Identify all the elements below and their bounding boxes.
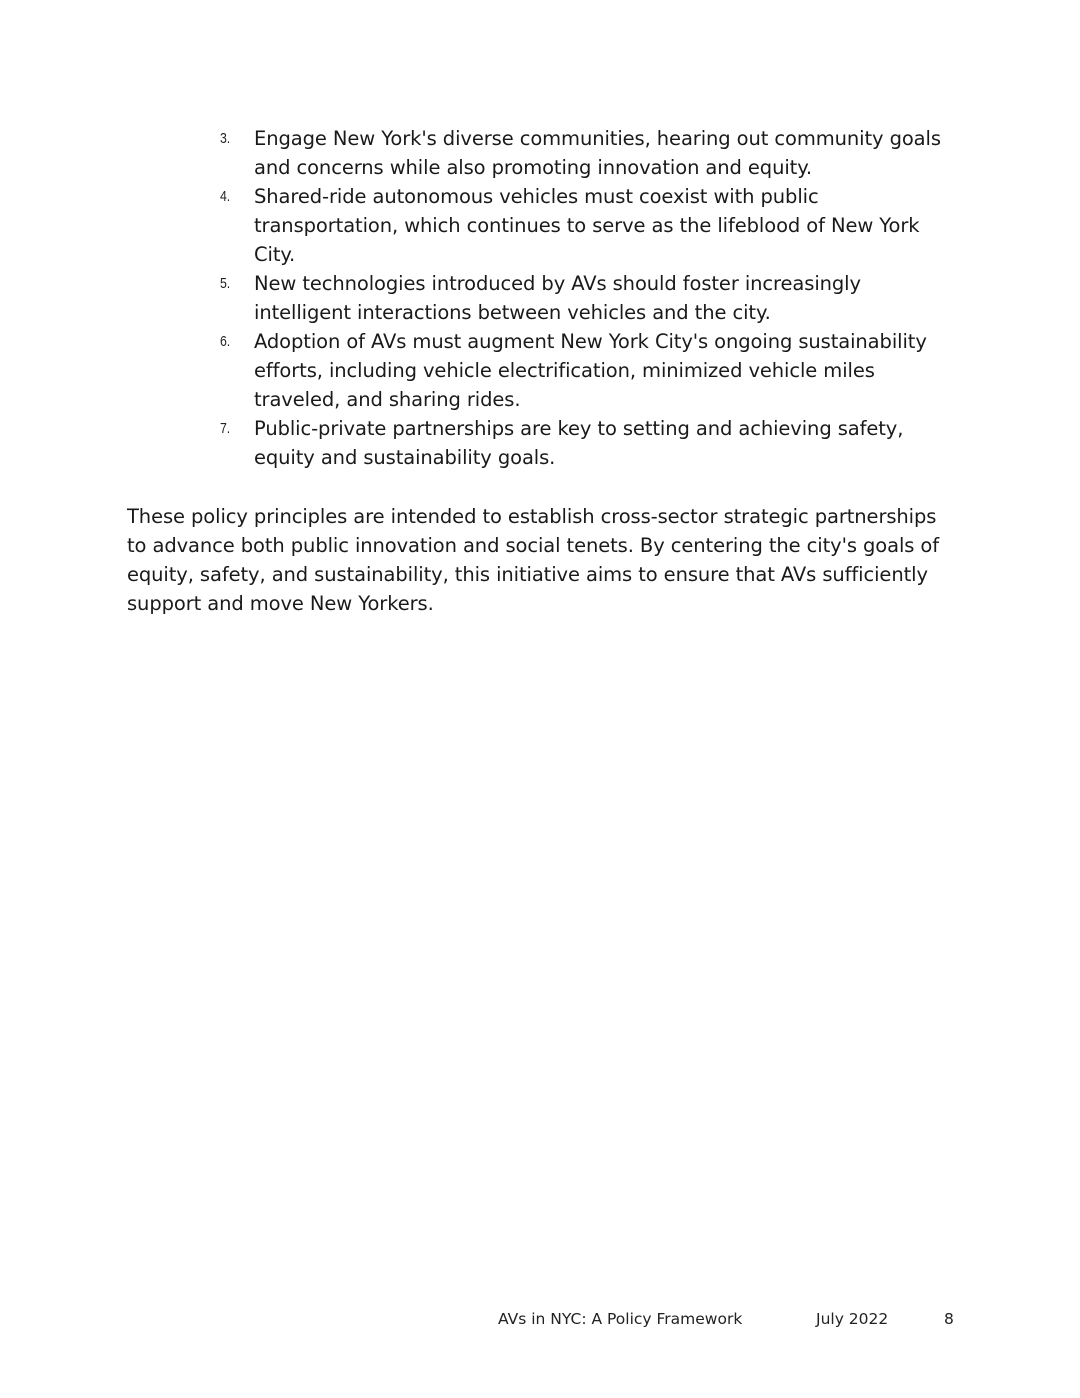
footer-page-number: 8 <box>944 1310 954 1328</box>
list-item <box>220 414 960 472</box>
list-item <box>220 182 960 269</box>
list-item-number: 5. <box>220 275 231 292</box>
list-item <box>220 124 960 182</box>
page-footer <box>0 1310 1080 1332</box>
footer-date: July 2022 <box>816 1310 889 1328</box>
list-item-number: 4. <box>220 188 231 205</box>
footer-document-title: AVs in NYC: A Policy Framework <box>498 1310 743 1328</box>
policy-principles-list <box>220 124 960 472</box>
list-item-text: Public-private partnerships are key to setting and achieving safety, equity and sustainability goals. <box>254 417 904 469</box>
list-item-text: New technologies introduced by AVs should foster increasingly intelligent interactions between vehicles and the city. <box>254 272 861 324</box>
list-item <box>220 327 960 414</box>
list-item <box>220 269 960 327</box>
list-item-text: Shared-ride autonomous vehicles must coexist with public transportation, which continues to serve as the lifeblood of New York City. <box>254 185 920 266</box>
list-item-number: 6. <box>220 333 231 350</box>
list-item-number: 3. <box>220 130 231 147</box>
list-item-number: 7. <box>220 420 231 437</box>
list-item-text: Adoption of AVs must augment New York City's ongoing sustainability efforts, including vehicle electrification, minimized vehicle miles traveled, and sharing rides. <box>254 330 927 411</box>
list-item-text: Engage New York's diverse communities, hearing out community goals and concerns while also promoting innovation and equity. <box>254 127 941 179</box>
summary-paragraph: These policy principles are intended to establish cross-sector strategic partnerships to advance both public innovation and social tenets. By centering the city's goals of equity, safety, and sustainability, this initiative aims to ensure that AVs sufficiently support and move New Yorkers. <box>127 505 940 615</box>
